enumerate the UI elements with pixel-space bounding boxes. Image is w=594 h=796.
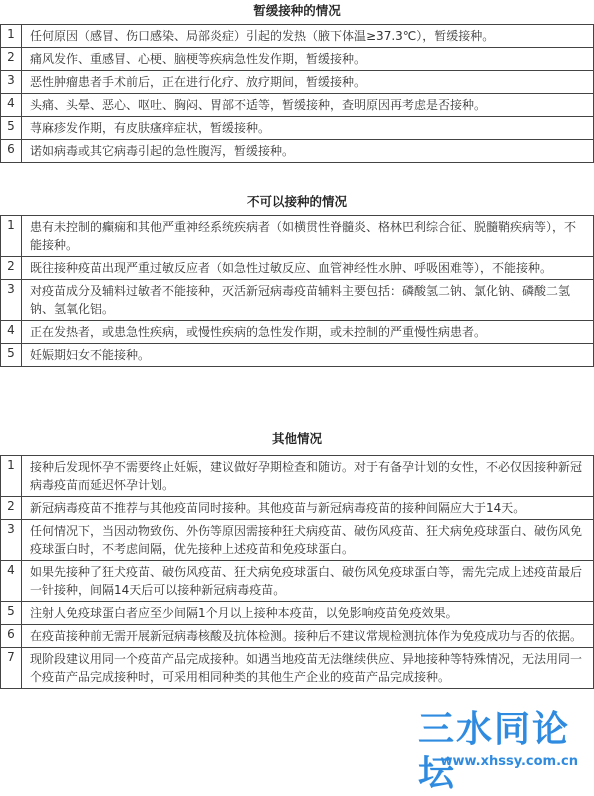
table-row <box>1 456 594 497</box>
section-title: 暂缓接种的情况 <box>253 3 341 18</box>
row-number: 1 <box>1 216 22 257</box>
table-row <box>1 48 594 71</box>
row-number: 6 <box>1 140 22 163</box>
row-number: 5 <box>1 117 22 140</box>
row-text: 任何情况下，当因动物致伤、外伤等原因需接种狂犬病疫苗、破伤风疫苗、狂犬病免疫球蛋白、破伤风免疫球蛋白时，不考虑间隔，优先接种上述疫苗和免疫球蛋白。 <box>22 520 594 561</box>
table-row <box>1 71 594 94</box>
contraindicated-table <box>0 215 594 367</box>
row-text: 任何原因（感冒、伤口感染、局部炎症）引起的发热（腋下体温≥37.3℃），暂缓接种。 <box>22 25 594 48</box>
row-text: 正在发热者，或患急性疾病，或慢性疾病的急性发作期，或未控制的严重慢性病患者。 <box>22 321 594 344</box>
table-row <box>1 344 594 367</box>
row-number: 6 <box>1 625 22 648</box>
table-row <box>1 520 594 561</box>
row-number: 4 <box>1 94 22 117</box>
row-number: 2 <box>1 257 22 280</box>
row-text: 在疫苗接种前无需开展新冠病毒核酸及抗体检测。接种后不建议常规检测抗体作为免疫成功与否的依据。 <box>22 625 594 648</box>
row-number: 3 <box>1 71 22 94</box>
section-contraindicated <box>0 194 594 367</box>
row-text: 痛风发作、重感冒、心梗、脑梗等疾病急性发作期，暂缓接种。 <box>22 48 594 71</box>
watermark-logo-text: 三水同论坛 <box>418 709 571 794</box>
watermark-url: www.xhssy.com.cn <box>440 754 578 769</box>
row-text: 患有未控制的癫痫和其他严重神经系统疾病者（如横贯性脊髓炎、格林巴利综合征、脱髓鞘疾病等），不能接种。 <box>22 216 594 257</box>
table-row <box>1 648 594 689</box>
table-row <box>1 497 594 520</box>
row-number: 5 <box>1 602 22 625</box>
row-text: 恶性肿瘤患者手术前后，正在进行化疗、放疗期间，暂缓接种。 <box>22 71 594 94</box>
table-row <box>1 561 594 602</box>
section-title: 不可以接种的情况 <box>246 194 347 209</box>
row-number: 3 <box>1 520 22 561</box>
row-text: 现阶段建议用同一个疫苗产品完成接种。如遇当地疫苗无法继续供应、异地接种等特殊情况，无法用同一个疫苗产品完成接种时，可采用相同种类的其他生产企业的疫苗产品完成接种。 <box>22 648 594 689</box>
row-text: 诺如病毒或其它病毒引起的急性腹泻，暂缓接种。 <box>22 140 594 163</box>
table-row <box>1 625 594 648</box>
row-text: 接种后发现怀孕不需要终止妊娠，建议做好孕期检查和随访。对于有备孕计划的女性，不必仅因接种新冠病毒疫苗而延迟怀孕计划。 <box>22 456 594 497</box>
table-row <box>1 280 594 321</box>
table-row <box>1 140 594 163</box>
row-text: 对疫苗成分及辅料过敏者不能接种，灭活新冠病毒疫苗辅料主要包括：磷酸氢二钠、氯化钠、磷酸二氢钠、氢氧化铝。 <box>22 280 594 321</box>
table-row <box>1 602 594 625</box>
row-text: 头痛、头晕、恶心、呕吐、胸闷、胃部不适等，暂缓接种，查明原因再考虑是否接种。 <box>22 94 594 117</box>
table-row <box>1 117 594 140</box>
row-text: 注射人免疫球蛋白者应至少间隔1个月以上接种本疫苗，以免影响疫苗免疫效果。 <box>22 602 594 625</box>
section-title: 其他情况 <box>271 431 322 446</box>
row-text: 如果先接种了狂犬疫苗、破伤风疫苗、狂犬病免疫球蛋白、破伤风免疫球蛋白等，需先完成上述疫苗最后一针接种，间隔14天后可以接种新冠病毒疫苗。 <box>22 561 594 602</box>
row-number: 3 <box>1 280 22 321</box>
row-number: 4 <box>1 561 22 602</box>
row-number: 2 <box>1 497 22 520</box>
other-table <box>0 455 594 689</box>
row-number: 5 <box>1 344 22 367</box>
row-number: 7 <box>1 648 22 689</box>
site-watermark <box>418 708 588 794</box>
table-row <box>1 25 594 48</box>
row-text: 新冠病毒疫苗不推荐与其他疫苗同时接种。其他疫苗与新冠病毒疫苗的接种间隔应大于14天。 <box>22 497 594 520</box>
table-row <box>1 321 594 344</box>
row-number: 1 <box>1 25 22 48</box>
row-number: 1 <box>1 456 22 497</box>
row-number: 2 <box>1 48 22 71</box>
section-other <box>0 431 594 689</box>
table-row <box>1 257 594 280</box>
postpone-table <box>0 24 594 163</box>
table-row <box>1 94 594 117</box>
row-number: 4 <box>1 321 22 344</box>
row-text: 妊娠期妇女不能接种。 <box>22 344 594 367</box>
row-text: 既往接种疫苗出现严重过敏反应者（如急性过敏反应、血管神经性水肿、呼吸困难等），不能接种。 <box>22 257 594 280</box>
section-postpone <box>0 3 594 163</box>
row-text: 荨麻疹发作期，有皮肤瘙痒症状，暂缓接种。 <box>22 117 594 140</box>
table-row <box>1 216 594 257</box>
